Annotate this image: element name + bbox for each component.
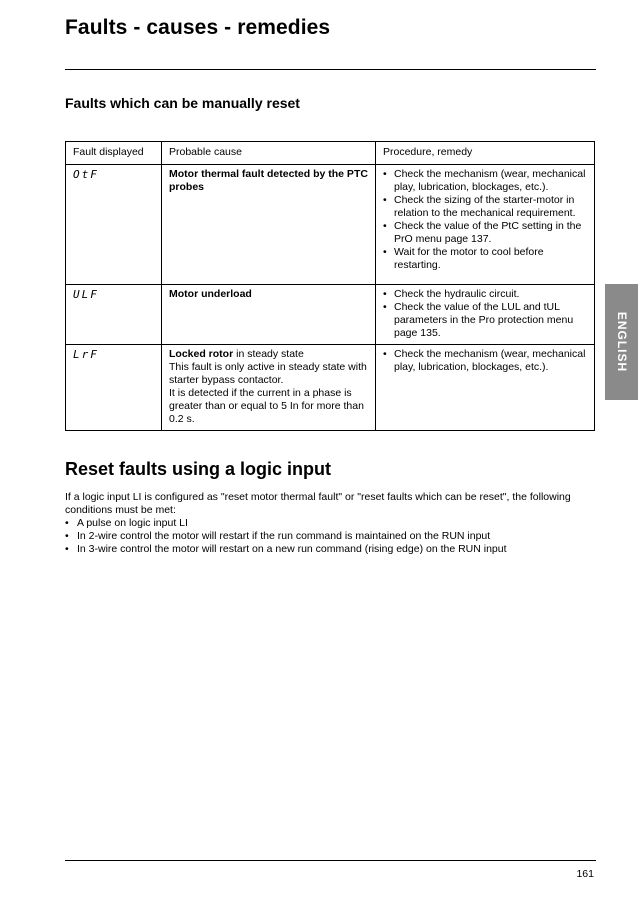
table-row bbox=[66, 285, 595, 345]
list-item: • A pulse on logic input LI bbox=[65, 517, 597, 530]
header-probable-cause: Probable cause bbox=[162, 142, 376, 165]
list-item: • In 2-wire control the motor will restart if the run command is maintained on the RUN input bbox=[65, 530, 597, 543]
remedy-cell bbox=[376, 345, 595, 431]
remedy-list bbox=[383, 288, 588, 340]
remedy-item: • Check the mechanism (wear, mechanical play, lubrication, blockages, etc.). bbox=[383, 168, 588, 194]
cause-line: This fault is only active in steady state with starter bypass contactor. bbox=[169, 361, 367, 386]
language-tab bbox=[605, 284, 638, 400]
list-item: • In 3-wire control the motor will restart on a new run command (rising edge) on the RUN input bbox=[65, 543, 597, 556]
remedy-item: • Check the sizing of the starter-motor in relation to the mechanical requirement. bbox=[383, 194, 588, 220]
table-header-row bbox=[66, 142, 595, 165]
reset-intro-paragraph: If a logic input LI is configured as "reset motor thermal fault" or "reset faults which can be reset", the following conditions must be met: bbox=[65, 491, 571, 516]
cause-text: in steady state bbox=[233, 348, 304, 360]
fault-code: ULF bbox=[73, 288, 99, 301]
top-divider bbox=[65, 69, 596, 70]
language-tab-label: ENGLISH bbox=[614, 311, 629, 373]
fault-code-cell bbox=[66, 285, 162, 345]
header-procedure-remedy: Procedure, remedy bbox=[376, 142, 595, 165]
cause-cell bbox=[162, 165, 376, 285]
table-row bbox=[66, 345, 595, 431]
section-heading-manual-reset: Faults which can be manually reset bbox=[65, 95, 300, 111]
cause-cell bbox=[162, 285, 376, 345]
remedy-item: • Wait for the motor to cool before restarting. bbox=[383, 246, 588, 272]
remedy-list bbox=[383, 348, 588, 374]
fault-code-cell bbox=[66, 165, 162, 285]
cause-bold-text: Motor thermal fault detected by the PTC probes bbox=[169, 168, 368, 193]
remedy-item: • Check the mechanism (wear, mechanical play, lubrication, blockages, etc.). bbox=[383, 348, 588, 374]
remedy-list bbox=[383, 168, 588, 272]
remedy-item: • Check the value of the LUL and tUL parameters in the Pro protection menu page 135. bbox=[383, 301, 588, 340]
remedy-item: • Check the hydraulic circuit. bbox=[383, 288, 588, 301]
page-title: Faults - causes - remedies bbox=[65, 16, 331, 39]
cause-heading bbox=[169, 348, 369, 361]
cause-cell bbox=[162, 345, 376, 431]
header-fault-displayed: Fault displayed bbox=[66, 142, 162, 165]
fault-code-cell bbox=[66, 345, 162, 431]
conditions-list bbox=[65, 517, 597, 556]
cause-bold-text: Motor underload bbox=[169, 288, 252, 300]
section-heading-reset-logic-input: Reset faults using a logic input bbox=[65, 459, 332, 479]
cause-line: It is detected if the current in a phase is greater than or equal to 5 In for more than 0.2 s. bbox=[169, 387, 364, 425]
bottom-divider bbox=[65, 860, 596, 861]
remedy-cell bbox=[376, 285, 595, 345]
cause-bold-text: Locked rotor bbox=[169, 348, 234, 360]
fault-code: LrF bbox=[73, 348, 99, 361]
remedy-cell bbox=[376, 165, 595, 285]
page-number: 161 bbox=[576, 868, 594, 880]
faults-table bbox=[65, 141, 595, 431]
table-row bbox=[66, 165, 595, 285]
remedy-item: • Check the value of the PtC setting in the PrO menu page 137. bbox=[383, 220, 588, 246]
fault-code: OtF bbox=[73, 168, 99, 181]
